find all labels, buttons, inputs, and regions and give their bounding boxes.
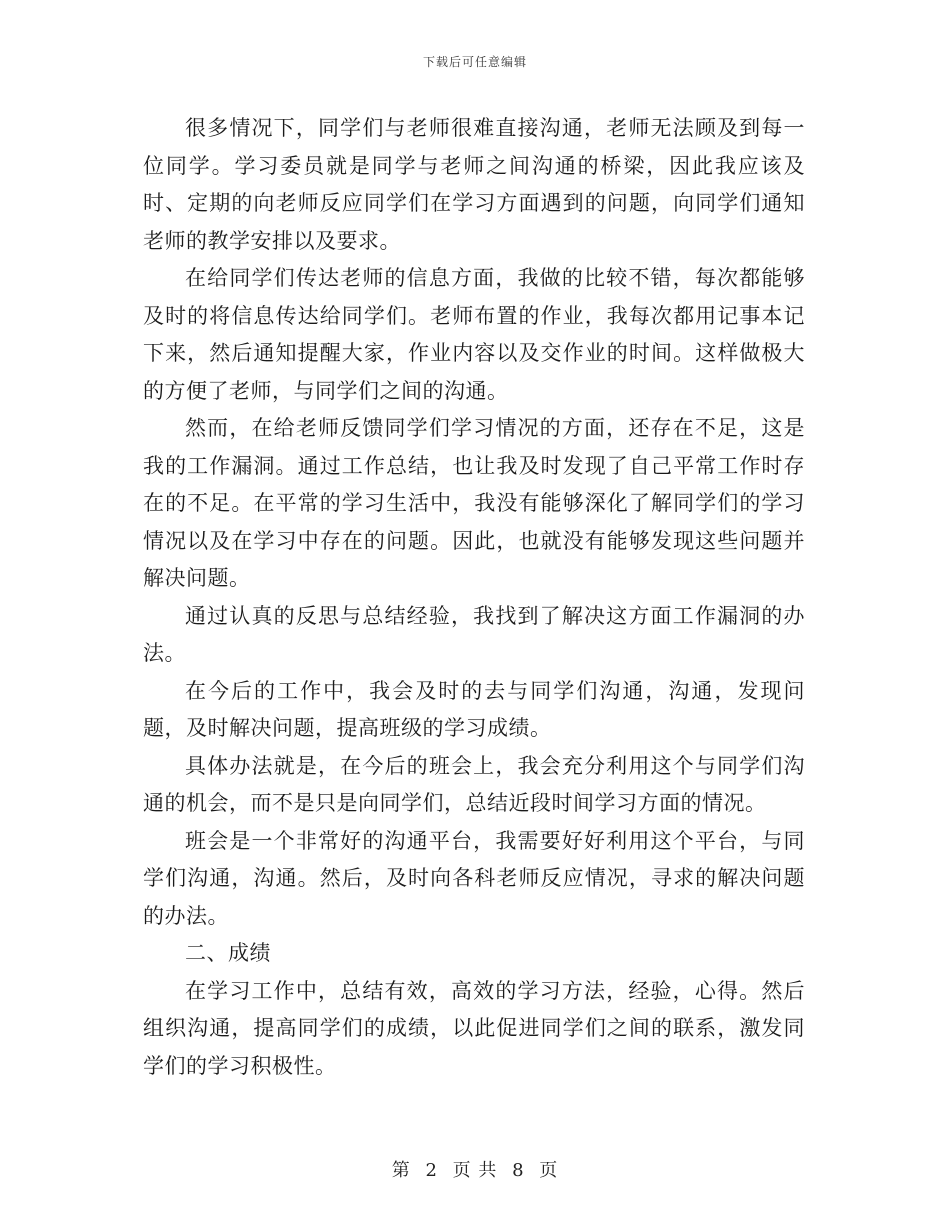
paragraph-3: 然而，在给老师反馈同学们学习情况的方面，还存在不足，这是我的工作漏洞。通过工作总结，也让我及时发现了自己平常工作时存在的不足。在平常的学习生活中，我没有能够深化了解同学们的学习情况以及在学习中存在的问题。因此，也就没有能够发现这些问题并解决问题。 [143,416,805,590]
paragraph-2: 在给同学们传达老师的信息方面，我做的比较不错，每次都能够及时的将信息传达给同学们。老师布置的作业，我每次都用记事本记下来，然后通知提醒大家，作业内容以及交作业的时间。这样做极大的方便了老师，与同学们之间的沟通。 [143,266,805,403]
total-pages-number: 8 [512,1160,525,1181]
footer-prefix: 第 [391,1160,411,1181]
footer-suffix: 页 [539,1160,559,1181]
paragraph-5: 在今后的工作中，我会及时的去与同学们沟通，沟通，发现问题，及时解决问题，提高班级的学习成绩。 [143,678,805,740]
paragraph-7: 班会是一个非常好的沟通平台，我需要好好利用这个平台，与同学们沟通，沟通。然后，及时向各科老师反应情况，寻求的解决问题的办法。 [143,828,805,928]
current-page-number: 2 [425,1160,438,1181]
document-body [143,110,805,1085]
paragraph-8: 在学习工作中，总结有效，高效的学习方法，经验，心得。然后组织沟通，提高同学们的成绩，以此促进同学们之间的联系，激发同学们的学习积极性。 [143,978,805,1078]
section-heading-results: 二、成绩 [185,941,271,965]
paragraph-1: 很多情况下，同学们与老师很难直接沟通，老师无法顾及到每一位同学。学习委员就是同学与老师之间沟通的桥梁，因此我应该及时、定期的向老师反应同学们在学习方面遇到的问题，向同学们通知老师的教学安排以及要求。 [143,116,805,253]
footer-middle: 页 共 [452,1160,498,1181]
header-note: 下载后可任意编辑 [422,55,527,69]
page-footer [0,1156,950,1182]
paragraph-4: 通过认真的反思与总结经验，我找到了解决这方面工作漏洞的办法。 [143,603,805,665]
paragraph-6: 具体办法就是，在今后的班会上，我会充分利用这个与同学们沟通的机会，而不是只是向同学们，总结近段时间学习方面的情况。 [143,753,805,815]
